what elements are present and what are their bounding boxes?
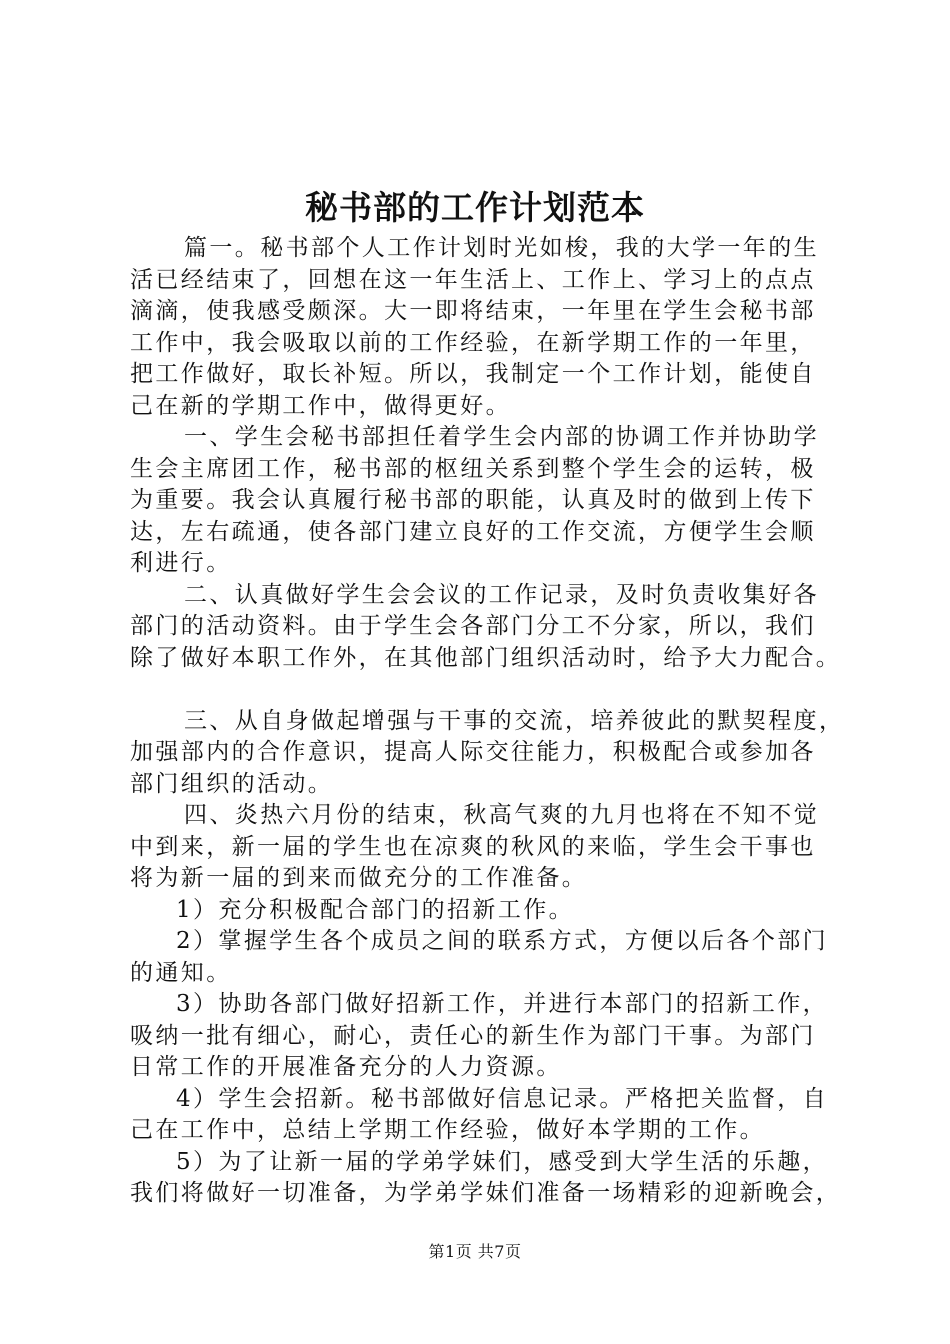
paragraph-line: 加强部内的合作意识，提高人际交往能力，积极配合或参加各 xyxy=(130,739,816,765)
paragraph-line: 生会主席团工作，秘书部的枢纽关系到整个学生会的运转，极 xyxy=(130,455,816,482)
list-item-line: 1）充分积极配合部门的招新工作。 xyxy=(176,896,575,923)
paragraph-line: 篇一。秘书部个人工作计划时光如梭，我的大学一年的生 xyxy=(184,235,819,261)
paragraph-line: 吸纳一批有细心，耐心，责任心的新生作为部门干事。为部门 xyxy=(130,1022,816,1049)
paragraph-line: 四、炎热六月份的结束，秋高气爽的九月也将在不知不觉 xyxy=(184,802,819,828)
page-number-footer: 第1页 共7页 xyxy=(428,1242,522,1261)
list-item-line: 3）协助各部门做好招新工作，并进行本部门的招新工作， xyxy=(176,991,829,1017)
paragraph-line: 利进行。 xyxy=(130,550,232,576)
document-body xyxy=(130,233,850,1210)
list-item-line: 4）学生会招新。秘书部做好信息记录。严格把关监督，自 xyxy=(176,1085,829,1112)
blank-line xyxy=(130,674,850,706)
paragraph-line: 一、学生会秘书部担任着学生会内部的协调工作并协助学 xyxy=(184,424,819,450)
paragraph-line: 己在新的学期工作中，做得更好。 xyxy=(130,392,511,419)
paragraph-line: 为重要。我会认真履行秘书部的职能，认真及时的做到上传下 xyxy=(130,487,816,513)
paragraph-line: 部门的活动资料。由于学生会各部门分工不分家，所以，我们 xyxy=(130,613,816,639)
paragraph-line: 除了做好本职工作外，在其他部门组织活动时，给予大力配合。 xyxy=(130,644,842,671)
paragraph-line: 日常工作的开展准备充分的人力资源。 xyxy=(130,1054,562,1080)
paragraph-line: 部门组织的活动。 xyxy=(130,770,334,797)
paragraph-line: 把工作做好，取长补短。所以，我制定一个工作计划，能使自 xyxy=(130,361,816,387)
paragraph-line: 三、从自身做起增强与干事的交流，培养彼此的默契程度， xyxy=(184,707,845,734)
paragraph-line: 将为新一届的到来而做充分的工作准备。 xyxy=(130,865,588,891)
paragraph-line: 中到来，新一届的学生也在凉爽的秋风的来临，学生会干事也 xyxy=(130,833,816,860)
paragraph-line: 工作中，我会吸取以前的工作经验，在新学期工作的一年里， xyxy=(130,329,816,356)
document-title: 秘书部的工作计划范本 xyxy=(305,188,645,227)
paragraph-line: 二、认真做好学生会会议的工作记录，及时负责收集好各 xyxy=(184,581,819,608)
paragraph-line: 滴滴，使我感受颇深。大一即将结束，一年里在学生会秘书部 xyxy=(130,298,816,324)
paragraph-line: 己在工作中，总结上学期工作经验，做好本学期的工作。 xyxy=(130,1117,765,1143)
list-item-line: 2）掌握学生各个成员之间的联系方式，方便以后各个部门 xyxy=(176,928,829,954)
paragraph-line: 我们将做好一切准备，为学弟学妹们准备一场精彩的迎新晚会， xyxy=(130,1180,842,1206)
paragraph-line: 活已经结束了，回想在这一年生活上、工作上、学习上的点点 xyxy=(130,266,816,293)
paragraph-line: 的通知。 xyxy=(130,959,232,986)
paragraph-line: 达，左右疏通，使各部门建立良好的工作交流，方便学生会顺 xyxy=(130,518,816,545)
list-item-line: 5）为了让新一届的学弟学妹们，感受到大学生活的乐趣， xyxy=(176,1148,829,1175)
